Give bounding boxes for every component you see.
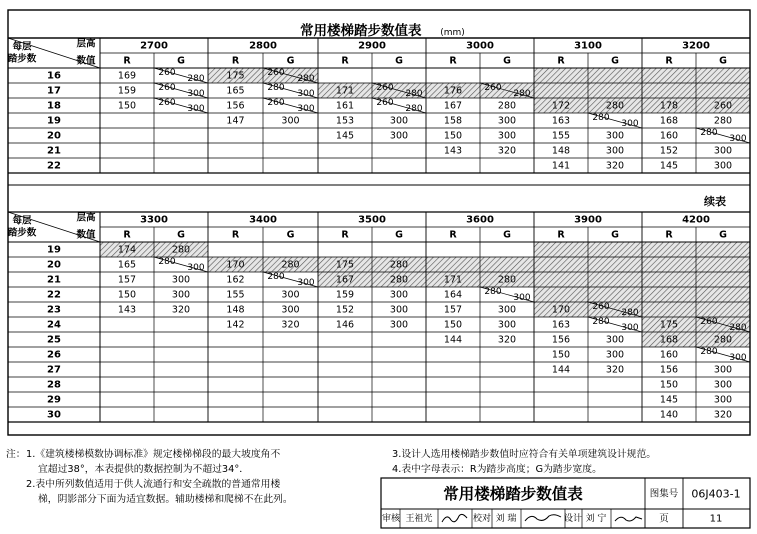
tb-atlas-label: 图集号 [649,488,679,500]
t2-g-5-2: 300 [389,319,409,331]
t1-label-g-3: G [503,55,511,67]
t2-corner-left-2: 踏步数 [7,227,37,239]
t1-g-4-3: 300 [497,130,517,142]
t1-label-r-3: R [449,55,457,67]
t2-g1-5-4: 280 [592,317,610,327]
t2-step-26: 26 [47,349,61,361]
t2-r-6-5: 168 [659,334,679,346]
t1-g-2-3: 280 [497,100,517,112]
t2-height-3500: 3500 [358,214,386,226]
t2-step-25: 25 [47,334,61,346]
t1-height-3100: 3100 [574,40,602,52]
t1-g1-3-4: 280 [592,113,610,123]
t2-step-28: 28 [47,379,61,391]
t1-g1-1-3: 260 [484,83,502,93]
continued-label: 续表 [704,195,726,208]
t1-label-r-5: R [665,55,673,67]
t2-label-g-2: G [395,229,403,241]
t1-label-r-0: R [123,55,131,67]
t1-r-3-3: 158 [443,115,463,127]
t1-g2-0-1: 280 [297,74,315,84]
t2-label-g-0: G [177,229,185,241]
t2-label-r-5: R [665,229,673,241]
t1-corner-right: 数值 [76,55,96,67]
tb-review-label: 审核 [381,514,401,524]
t1-g2-1-1: 300 [297,89,315,99]
t1-g2-1-2: 280 [405,89,423,99]
t1-g2-1-3: 280 [513,89,531,99]
page-title [300,19,465,39]
t1-label-g-0: G [177,55,185,67]
title-block [381,478,750,528]
t2-g-11-5: 320 [713,409,733,421]
tb-title: 常用楼梯踏步数值表 [443,485,583,503]
t1-g2-3-4: 300 [621,119,639,129]
t2-label-g-4: G [611,229,619,241]
t2-g2-3-3: 300 [513,293,531,303]
tb-check-signature [525,515,561,521]
t2-g2-7-5: 300 [729,353,747,363]
t1-r-0-1: 175 [226,70,245,82]
t1-r-3-4: 163 [551,115,571,127]
t1-g1-1-0: 260 [158,83,176,93]
t2-r-3-1: 155 [226,289,245,301]
note-line-1: 1.《建筑楼梯模数协调标准》规定楼梯梯段的最大坡度角不 [26,449,281,460]
tb-review-signature [442,514,467,522]
t2-r-7-4: 150 [551,349,571,361]
t1-height-2700: 2700 [140,40,168,52]
t1-corner-top: 层高 [76,38,96,50]
t2-step-29: 29 [47,394,61,406]
note-line-4: 梯，阴影部分下面为适宜数据。辅助楼梯和爬梯不在此列。 [38,494,293,505]
t2-r-5-3: 150 [443,319,463,331]
t2-r-8-5: 156 [659,364,679,376]
t1-label-g-2: G [395,55,403,67]
t1-r-4-2: 145 [335,130,355,142]
t1-g-2-4: 280 [605,100,625,112]
t2-g-5-1: 320 [281,319,300,331]
tb-page-no: 11 [709,513,723,525]
t2-r-2-1: 162 [226,274,245,286]
t2-g-3-1: 300 [281,289,300,301]
t1-label-g-4: G [611,55,619,67]
t2-r-5-1: 142 [226,319,245,331]
t2-r-6-4: 156 [551,334,571,346]
t2-r-8-4: 144 [551,364,571,376]
note-line-6: 4.表中字母表示：R为踏步高度；G为踏步宽度。 [392,464,602,475]
t1-g-5-4: 300 [605,145,625,157]
t1-g2-2-1: 300 [297,104,315,114]
t1-r-5-3: 143 [443,145,463,157]
t2-g2-2-1: 300 [297,278,315,288]
t2-r-9-5: 150 [659,379,679,391]
t2-height-3400: 3400 [249,214,277,226]
tb-design-signature [615,517,642,521]
page-title-unit: (mm) [440,28,465,38]
t1-r-4-4: 155 [551,130,571,142]
t1-step-16: 16 [47,70,61,82]
t2-r-2-3: 171 [443,274,463,286]
t2-g-6-5: 280 [713,334,733,346]
t2-step-24: 24 [47,319,61,331]
t2-g2-1-0: 300 [187,263,205,273]
t2-step-23: 23 [47,304,61,316]
t2-height-3300: 3300 [140,214,168,226]
t2-g-4-0: 320 [171,304,191,316]
t1-height-2900: 2900 [358,40,386,52]
t1-label-r-4: R [557,55,565,67]
t2-r-3-0: 150 [117,289,137,301]
t1-r-6-4: 141 [551,160,571,172]
t2-r-1-0: 165 [117,259,137,271]
t1-step-18: 18 [47,100,61,112]
t1-g1-0-0: 260 [158,68,176,78]
t2-g-4-1: 300 [281,304,300,316]
t2-g2-5-5: 280 [729,323,747,333]
t2-r-2-2: 167 [335,274,355,286]
t1-g-3-2: 300 [389,115,409,127]
t2-label-g-5: G [719,229,727,241]
t2-corner-right: 数值 [76,229,96,241]
t1-r-0-0: 169 [117,70,137,82]
t1-r-2-4: 172 [551,100,571,112]
t1-g1-4-5: 280 [700,128,718,138]
page-title-text: 常用楼梯踏步数值表 [300,23,422,39]
t2-g-5-3: 300 [497,319,517,331]
t2-g-9-5: 300 [713,379,733,391]
t2-g-1-2: 280 [389,259,409,271]
t1-g-2-5: 260 [713,100,733,112]
t1-corner-left-2: 踏步数 [7,53,37,65]
t2-g1-5-5: 260 [700,317,718,327]
t2-g-10-5: 300 [713,394,733,406]
t2-g-6-3: 320 [497,334,517,346]
t2-r-4-3: 157 [443,304,463,316]
t2-step-22: 22 [47,289,61,301]
tb-check-name: 刘 瑞 [495,514,517,524]
t2-step-27: 27 [47,364,61,376]
t2-corner-left-1: 每层 [12,215,32,227]
t2-step-30: 30 [47,409,61,421]
t2-height-4200: 4200 [682,214,710,226]
t2-r-11-5: 140 [659,409,679,421]
t1-g2-0-0: 280 [187,74,205,84]
t2-height-3600: 3600 [466,214,494,226]
t1-label-r-2: R [341,55,349,67]
t1-step-19: 19 [47,115,61,127]
t1-r-6-5: 145 [659,160,679,172]
t1-r-3-5: 168 [659,115,679,127]
t2-label-r-2: R [341,229,349,241]
t1-step-22: 22 [47,160,61,172]
t1-g-6-4: 320 [605,160,625,172]
t1-r-2-3: 167 [443,100,463,112]
table-1 [8,38,750,174]
t1-r-3-1: 147 [226,115,245,127]
t2-g1-3-3: 280 [484,287,502,297]
t1-r-1-2: 171 [335,85,355,97]
t2-r-5-5: 175 [659,319,679,331]
t1-g-4-2: 300 [389,130,409,142]
t2-g-4-3: 300 [497,304,517,316]
note-line-5: 3.设计人选用楼梯踏步数值时应符合有关单项建筑设计规范。 [392,449,657,460]
t2-g2-5-4: 300 [621,323,639,333]
t1-g1-2-2: 260 [376,98,394,108]
t2-r-0-0: 174 [117,244,137,256]
t2-r-4-1: 148 [226,304,245,316]
t1-r-2-1: 156 [226,100,245,112]
t2-r-5-4: 163 [551,319,571,331]
note-line-3: 2.表中所列数值适用于供人流通行和安全疏散的普通常用楼 [26,479,281,490]
t2-r-3-2: 159 [335,289,355,301]
t2-label-r-3: R [449,229,457,241]
t2-corner-top: 层高 [76,212,96,224]
t1-r-5-5: 152 [659,145,679,157]
t1-r-3-2: 153 [335,115,355,127]
t2-g-3-2: 300 [389,289,409,301]
tb-review-name: 王祖光 [405,514,433,524]
tb-design-label: 设计 [563,514,583,524]
t1-step-21: 21 [47,145,61,157]
t2-g1-7-5: 280 [700,347,718,357]
tb-atlas-no: 06J403-1 [691,487,741,501]
t1-g-3-5: 280 [713,115,733,127]
t2-r-1-2: 175 [335,259,355,271]
t2-g1-4-4: 260 [592,302,610,312]
t2-r-3-3: 164 [443,289,463,301]
t1-label-r-1: R [231,55,240,67]
t2-g-2-3: 280 [497,274,517,286]
t1-g2-4-5: 300 [729,134,747,144]
t2-r-4-2: 152 [335,304,355,316]
t2-g-2-2: 280 [389,274,409,286]
t2-label-g-1: G [286,229,295,241]
t1-label-g-1: G [286,55,295,67]
t1-g-6-5: 300 [713,160,733,172]
t1-g1-0-1: 260 [267,68,285,78]
t2-g-3-0: 300 [171,289,191,301]
t1-step-20: 20 [47,130,61,142]
t2-r-4-4: 170 [551,304,571,316]
t2-g1-1-0: 280 [158,257,176,267]
t1-g2-2-0: 300 [187,104,205,114]
t1-g2-1-0: 300 [187,89,205,99]
t2-g-4-2: 300 [389,304,409,316]
t2-r-10-5: 145 [659,394,679,406]
t2-r-5-2: 146 [335,319,355,331]
tb-check-label: 校对 [472,514,492,524]
t2-label-r-4: R [557,229,565,241]
t1-height-3200: 3200 [682,40,710,52]
t2-label-r-1: R [231,229,240,241]
t1-g-3-1: 300 [281,115,300,127]
t2-g-8-4: 320 [605,364,625,376]
t1-g1-2-1: 260 [267,98,285,108]
t2-r-7-5: 160 [659,349,679,361]
t2-r-1-1: 170 [226,259,245,271]
note-prefix: 注： [6,449,26,460]
t1-height-2800: 2800 [249,40,277,52]
t1-g2-2-2: 280 [405,104,423,114]
t2-height-3900: 3900 [574,214,602,226]
t1-g-4-4: 300 [605,130,625,142]
t2-r-4-0: 143 [117,304,137,316]
t1-label-g-5: G [719,55,727,67]
note-line-2: 宜超过38°，本表提供的数据控制为不超过34°． [38,464,250,475]
t1-g1-1-2: 260 [376,83,394,93]
t1-r-4-3: 150 [443,130,463,142]
t1-corner-left-1: 每层 [12,41,32,53]
t1-g-5-3: 320 [497,145,517,157]
t1-r-2-2: 161 [335,100,355,112]
t1-g1-1-1: 280 [267,83,285,93]
t1-height-3000: 3000 [466,40,494,52]
t2-step-20: 20 [47,259,61,271]
t2-g-8-5: 300 [713,364,733,376]
t2-g2-4-4: 280 [621,308,639,318]
t2-g-2-0: 300 [171,274,191,286]
t2-step-19: 19 [47,244,61,256]
t1-g-5-5: 300 [713,145,733,157]
table-2 [8,212,750,423]
t2-g-0-0: 280 [171,244,191,256]
t1-r-5-4: 148 [551,145,571,157]
t2-label-g-3: G [503,229,511,241]
t1-g-3-3: 300 [497,115,517,127]
t2-g-6-4: 300 [605,334,625,346]
t1-g1-2-0: 260 [158,98,176,108]
t1-r-2-5: 178 [659,100,679,112]
t2-r-6-3: 144 [443,334,463,346]
t1-r-1-1: 165 [226,85,245,97]
t1-step-17: 17 [47,85,61,97]
t2-g-1-1: 280 [281,259,300,271]
t1-r-1-3: 176 [443,85,463,97]
t2-g-7-4: 300 [605,349,625,361]
tb-page-label: 页 [659,513,669,525]
tb-design-name: 刘 宁 [585,514,607,524]
t1-r-2-0: 150 [117,100,137,112]
t1-r-4-5: 160 [659,130,679,142]
t2-step-21: 21 [47,274,61,286]
t2-r-2-0: 157 [117,274,137,286]
t1-r-1-0: 159 [117,85,137,97]
t2-g1-2-1: 280 [267,272,285,282]
t2-label-r-0: R [123,229,131,241]
